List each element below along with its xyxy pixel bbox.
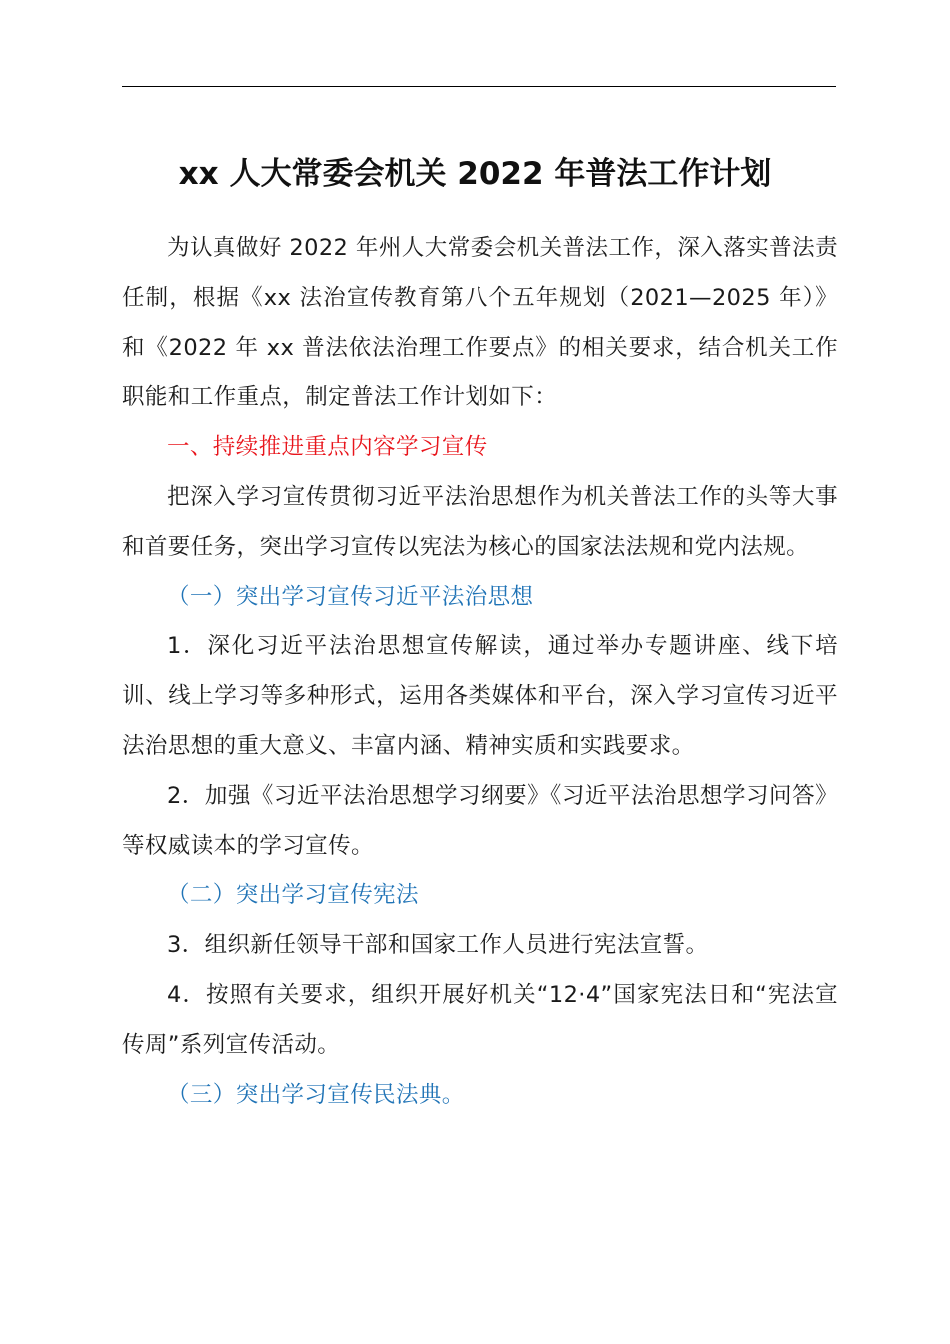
document-body xyxy=(122,224,838,1120)
item-3-paragraph: 3．组织新任领导干部和国家工作人员进行宪法宣誓。 xyxy=(167,932,709,959)
section-1-paragraph: 把深入学习宣传贯彻习近平法治思想作为机关普法工作的头等大事和首要任务，突出学习宣传以宪法为核心的国家法法规和党内法规。 xyxy=(122,483,838,560)
item-2-paragraph: 2．加强《习近平法治思想学习纲要》《习近平法治思想学习问答》等权威读本的学习宣传。 xyxy=(122,782,838,859)
item-4-paragraph: 4．按照有关要求，组织开展好机关“12·4”国家宪法日和“宪法宣传周”系列宣传活动。 xyxy=(122,981,838,1058)
section-1-heading: 一、持续推进重点内容学习宣传 xyxy=(167,434,488,461)
subsection-1-heading: （一）突出学习宣传习近平法治思想 xyxy=(167,583,534,610)
subsection-3-heading: （三）突出学习宣传民法典。 xyxy=(167,1081,465,1108)
item-1-paragraph: 1．深化习近平法治思想宣传解读，通过举办专题讲座、线下培训、线上学习等多种形式，运用各类媒体和平台，深入学习宣传习近平法治思想的重大意义、丰富内涵、精神实质和实践要求。 xyxy=(122,633,838,759)
header-rule xyxy=(122,86,836,87)
intro-paragraph: 为认真做好 2022 年州人大常委会机关普法工作，深入落实普法责任制，根据《xx 法治宣传教育第八个五年规划（2021—2025 年）》和《2022 年 xx 普法依法治理工作要点》的相关要求，结合机关工作职能和工作重点，制定普法工作计划如下： xyxy=(122,235,838,411)
subsection-2-heading: （二）突出学习宣传宪法 xyxy=(167,882,419,909)
document-title: xx 人大常委会机关 2022 年普法工作计划 xyxy=(178,156,772,192)
